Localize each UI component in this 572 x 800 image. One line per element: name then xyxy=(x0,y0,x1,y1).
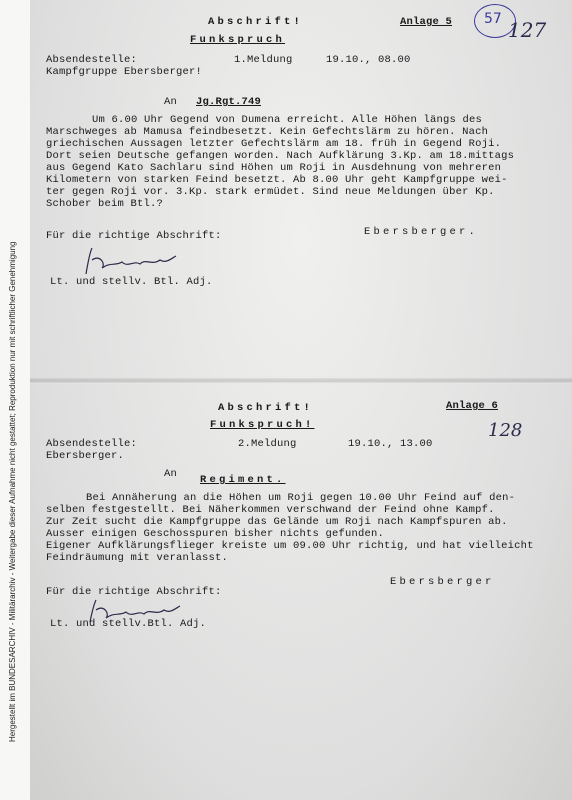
doc1-body-line: Schober beim Btl.? xyxy=(46,198,164,210)
archive-margin-strip xyxy=(0,0,31,800)
doc1-datetime: 19.10., 08.00 xyxy=(326,54,411,66)
doc2-abschrift-heading: Abschrift! xyxy=(218,402,314,414)
doc1-adjutant-line: Lt. und stellv. Btl. Adj. xyxy=(50,276,213,288)
doc1-an-label: An xyxy=(164,96,178,108)
doc1-body-line: ter gegen Roji vor. 3.Kp. stark ermüdet. Sind neue Meldungen über Kp. xyxy=(46,186,495,198)
doc2-body-line: Bei Annäherung an die Höhen um Roji gegen 10.00 Uhr Feind auf den- xyxy=(86,492,516,504)
doc1-body-line: griechischen Aussagen letzter Gefechtslärm am 18. früh in Gegend Roji. xyxy=(46,138,502,150)
doc1-body-line: Marschweges ab Mamusa feindbesetzt. Kein Gefechtslärm zu hören. Nach xyxy=(46,126,489,138)
doc2-meldung: 2.Meldung xyxy=(238,438,297,450)
doc2-an-label: An xyxy=(164,468,178,480)
archive-margin-note: Hergestellt im BUNDESARCHIV - Militärarchiv - Weitergabe dieser Aufnahme nicht gestattet; Reproduktion nur mit schriftlicher Genehmigung xyxy=(8,241,17,742)
doc1-body-line: Kilometern von starken Feind besetzt. Ab 8.00 Uhr geht Kampfgruppe wei- xyxy=(46,174,508,186)
doc2-signature-name: Ebersberger xyxy=(390,576,495,588)
doc2-datetime: 19.10., 13.00 xyxy=(348,438,433,450)
doc2-richtig-label: Für die richtige Abschrift: xyxy=(46,586,222,598)
doc1-body-line: Dort seien Deutsche gefangen worden. Nach Aufklärung 3.Kp. am 18.mittags xyxy=(46,150,515,162)
doc1-body-line: aus Gegend Kato Sachlaru sind Höhen um Roji in Ausdehnung von mehreren xyxy=(46,162,502,174)
doc1-handwritten-signature xyxy=(80,244,180,278)
page-number-top: 127 xyxy=(508,18,547,42)
doc1-funkspruch-title: Funkspruch xyxy=(190,34,286,46)
doc1-signature-name: Ebersberger. xyxy=(364,226,479,238)
doc1-absendestelle-label: Absendestelle: xyxy=(46,54,138,66)
paper-fold xyxy=(30,378,572,384)
doc2-body-line: Ausser einigen Geschosspuren bisher nichts gefunden. xyxy=(46,528,385,540)
doc2-funkspruch-title: Funkspruch! xyxy=(210,419,315,431)
doc2-anlage-label: Anlage 6 xyxy=(446,400,499,412)
doc1-body-line: Um 6.00 Uhr Gegend von Dumena erreicht. Alle Höhen längs des xyxy=(92,114,483,126)
page-number-mid: 128 xyxy=(488,420,523,441)
doc1-meldung: 1.Meldung xyxy=(234,54,293,66)
doc2-body-line: Zur Zeit sucht die Kampfgruppe das Gelände um Roji nach Kampfspuren ab. xyxy=(46,516,508,528)
doc2-adjutant-line: Lt. und stellv.Btl. Adj. xyxy=(50,618,207,630)
doc2-body-line: Eigener Aufklärungsflieger kreiste um 09.00 Uhr richtig, und hat vielleicht xyxy=(46,540,534,552)
doc2-absendestelle-label: Absendestelle: xyxy=(46,438,138,450)
doc1-recipient: Jg.Rgt.749 xyxy=(196,96,262,108)
doc1-richtig-label: Für die richtige Abschrift: xyxy=(46,230,222,242)
doc2-body-line: Feindräumung mit veranlasst. xyxy=(46,552,229,564)
doc1-anlage-label: Anlage 5 xyxy=(400,16,453,28)
doc2-recipient: Regiment. xyxy=(200,474,286,486)
archive-number: 57 xyxy=(484,11,502,27)
doc2-sender: Ebersberger. xyxy=(46,450,125,462)
doc1-sender: Kampfgruppe Ebersberger! xyxy=(46,66,203,78)
doc1-abschrift-heading: Abschrift! xyxy=(208,16,304,28)
doc2-body-line: selben festgestellt. Bei Näherkommen verschwand der Feind ohne Kampf. xyxy=(46,504,495,516)
